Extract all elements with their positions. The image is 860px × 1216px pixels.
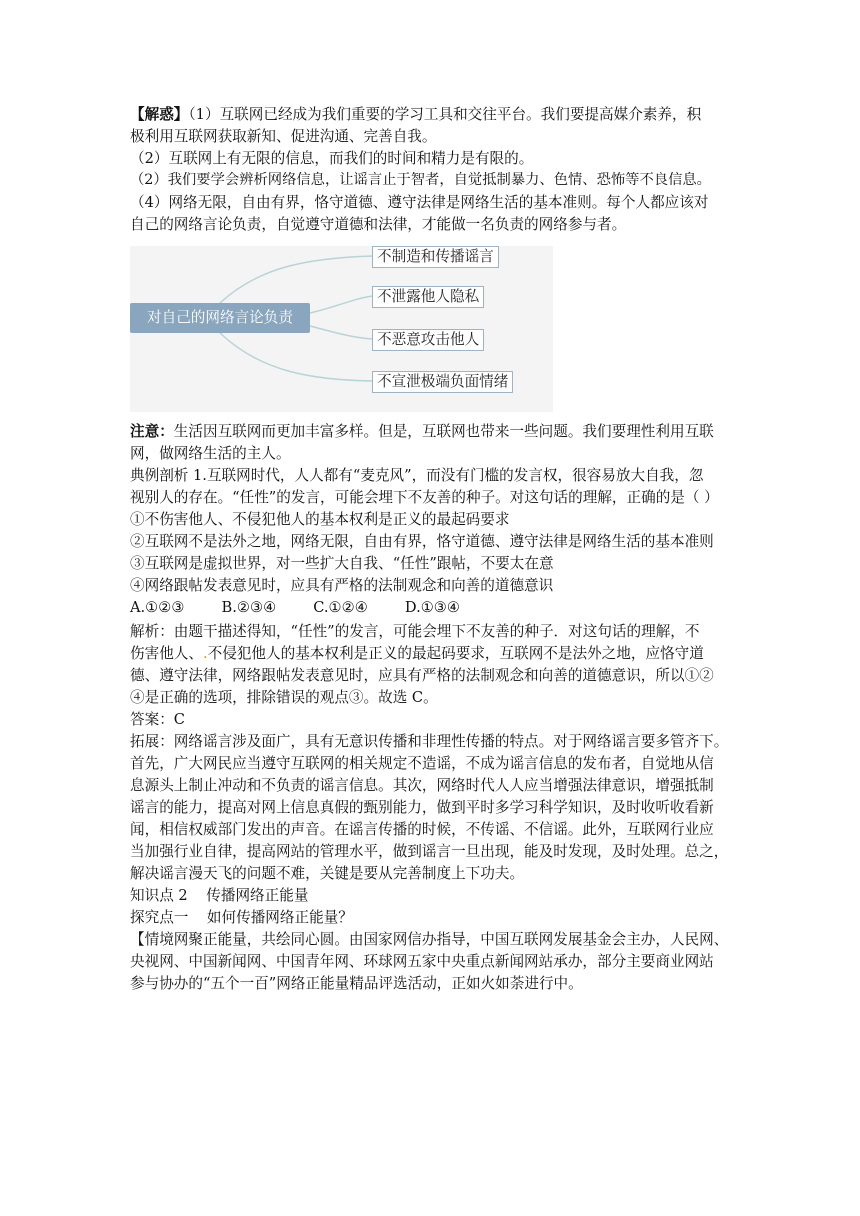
analysis-text-2a: 伤害他人、 (130, 645, 203, 662)
mindmap-leaf-no-rumors: 不制造和传播谣言 (372, 246, 499, 268)
mindmap-leaf-no-attack: 不恶意攻击他人 (372, 329, 484, 351)
extension-line-5: 闻，相信权威部门发出的声音。在谣言传播的时候，不传谣、不信谣。此外，互联网行业应 (130, 821, 714, 838)
analysis-text-2c: 不侵犯他人的基本权利是正义的最起码要求，互联网不是法外之地，应恪守道 (207, 645, 704, 662)
notice-text-1: 生活因互联网而更加丰富多样。但是，互联网也带来一些问题。我们要理性利用互联 (173, 423, 714, 440)
knowledge-2-title: 知识点 2 传播网络正能量 (130, 887, 309, 904)
example-option-3: ③互联网是虚拟世界，对一些扩大自我、“任性”跟帖，不要太在意 (130, 555, 554, 572)
situation-line-1: 【情境网聚正能量，共绘同心圆。由国家网信办指导，中国互联网发展基金会主办，人民网、 (130, 931, 729, 948)
jiehuo-tag: 【解惑】 (130, 106, 189, 123)
extension-line-2: 首先，广大网民应当遵守互联网的相关规定不造谣，不成为谣言信息的发布者，自觉地从信 (130, 755, 714, 772)
mindmap-leaf-no-privacy-leak: 不泄露他人隐私 (372, 286, 484, 308)
analysis-line-2 (130, 643, 730, 665)
jiehuo-line-1 (130, 104, 730, 126)
responsibility-mindmap (130, 246, 553, 412)
extension-line-6: 当加强行业自律，提高网站的管理水平，做到谣言一旦出现，能及时发现，及时处理。总之， (130, 843, 729, 860)
extension-line-1: 拓展：网络谣言涉及面广，具有无意识传播和非理性传播的特点。对于网络谣言要多管齐下。 (130, 733, 729, 750)
extension-line-3: 息源头上制止冲动和不负责的谣言信息。其次，网络时代人人应当增强法律意识，增强抵制 (130, 777, 714, 794)
jiehuo-text-1: （1）互联网已经成为我们重要的学习工具和交往平台。我们要提高媒介素养，积 (188, 106, 702, 123)
example-line-1: 典例剖析 1.互联网时代，人人都有“麦克风”，而没有门槛的发言权，很容易放大自我，忽 (130, 467, 704, 484)
jiehuo-line-5: （4）网络无限，自由有界，恪守道德、遵守法律是网络生活的基本准则。每个人都应该对 (130, 194, 709, 211)
jiehuo-line-6: 自己的网络言论负责，自觉遵守道德和法律，才能做一名负责的网络参与者。 (130, 216, 627, 233)
answer-line: 答案：C (130, 711, 185, 728)
extension-line-7: 解决谣言漫天飞的问题不难，关键是要从完善制度上下功夫。 (130, 865, 525, 882)
notice-line-1 (130, 421, 730, 443)
analysis-line-1: 解析：由题干描述得知，“任性”的发言，可能会埋下不友善的种子．对这句话的理解，不 (130, 623, 700, 640)
example-choices: A.①②③ B.②③④ C.①②④ D.①③④ (130, 599, 460, 616)
jiehuo-line-4: （2）我们要学会辨析网络信息，让谣言止于智者，自觉抵制暴力、色情、恐怖等不良信息。 (130, 172, 711, 188)
mindmap-leaf-no-extreme-emotion: 不宣泄极端负面情绪 (372, 371, 513, 393)
notice-line-2: 网，做网络生活的主人。 (130, 445, 291, 462)
situation-line-3: 参与协办的“五个一百”网络正能量精品评选活动，正如火如荼进行中。 (130, 975, 583, 992)
example-line-2: 视别人的存在。“任性”的发言，可能会埋下不友善的种子。对这句话的理解，正确的是（ ） (130, 489, 719, 506)
analysis-line-3: 德、遵守法律，网络跟帖发表意见时，应具有严格的法制观念和向善的道德意识，所以①② (130, 667, 714, 684)
analysis-line-4: ④是正确的选项，排除错误的观点③。故选 C。 (130, 689, 438, 706)
example-option-4: ④网络跟帖发表意见时，应具有严格的法制观念和向善的道德意识 (130, 577, 554, 594)
situation-line-2: 央视网、中国新闻网、中国青年网、环球网五家中央重点新闻网站承办，部分主要商业网站 (130, 953, 714, 970)
mindmap-center-node: 对自己的网络言论负责 (130, 303, 310, 333)
example-option-2: ②互联网不是法外之地，网络无限，自由有界，恪守道德、遵守法律是网络生活的基本准则 (130, 533, 714, 550)
example-option-1: ①不伤害他人、不侵犯他人的基本权利是正义的最起码要求 (130, 511, 510, 528)
explore-point-1: 探究点一 如何传播网络正能量？ (130, 909, 353, 926)
analysis-dot: . (202, 645, 208, 662)
jiehuo-line-3: （2）互联网上有无限的信息，而我们的时间和精力是有限的。 (130, 150, 534, 167)
extension-line-4: 谣言的能力，提高对网上信息真假的甄别能力，做到平时多学习科学知识，及时收听收看新 (130, 799, 714, 816)
jiehuo-line-2: 极利用互联网获取新知、促进沟通、完善自我。 (130, 128, 437, 145)
notice-tag: 注意： (130, 423, 174, 440)
